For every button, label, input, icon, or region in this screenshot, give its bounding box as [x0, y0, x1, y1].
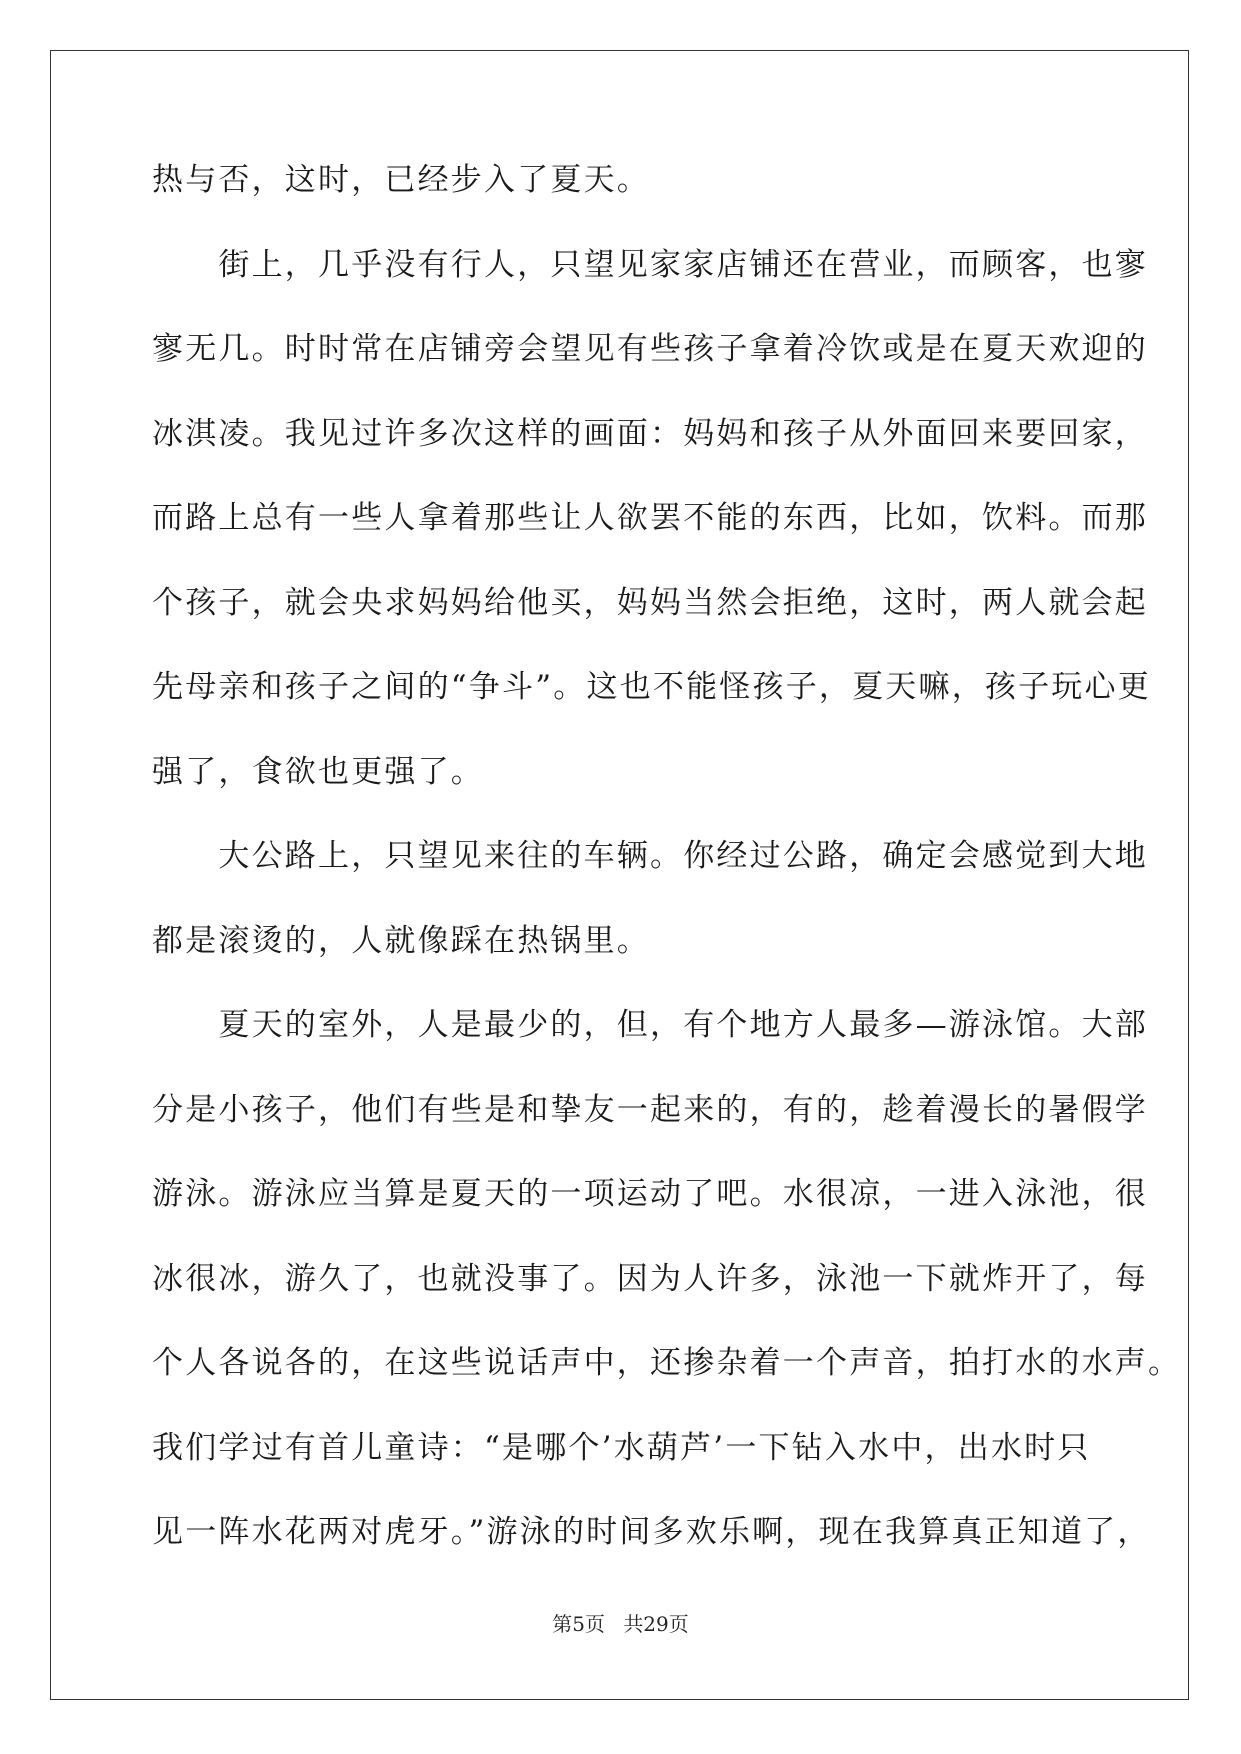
- text-line: 先母亲和孩子之间的“争斗”。这也不能怪孩子，夏天嘛，孩子玩心更: [152, 669, 1151, 705]
- text-line: 而路上总有一些人拿着那些让人欲罢不能的东西，比如，饮料。而那: [152, 500, 1148, 536]
- text-line: 寥无几。时时常在店铺旁会望见有些孩子拿着冷饮或是在夏天欢迎的: [152, 331, 1148, 367]
- text-line: 街上，几乎没有行人，只望见家家店铺还在营业，而顾客，也寥: [152, 246, 1148, 283]
- page-total: 共29页: [623, 1612, 689, 1636]
- text-line: 冰淇凌。我见过许多次这样的画面：妈妈和孩子从外面回来要回家，: [152, 415, 1148, 452]
- text-line: 见一阵水花两对虎牙。”游泳的时间多欢乐啊，现在我算真正知道了，: [152, 1514, 1151, 1550]
- text-line: 夏天的室外，人是最少的，但，有个地方人最多—游泳馆。大部: [152, 1007, 1148, 1043]
- text-line: 分是小孩子，他们有些是和挚友一起来的，有的，趁着漫长的暑假学: [152, 1091, 1148, 1128]
- text-line: 个孩子，就会央求妈妈给他买，妈妈当然会拒绝，这时，两人就会起: [152, 584, 1148, 621]
- page-number: 第5页: [552, 1612, 605, 1636]
- text-line: 冰很冰，游久了，也就没事了。因为人许多，泳池一下就炸开了，每: [152, 1260, 1148, 1297]
- text-line: 我们学过有首儿童诗：“是哪个’水葫芦’一下钻入水中，出水时只: [152, 1429, 1091, 1466]
- text-line: 大公路上，只望见来往的车辆。你经过公路，确定会感觉到大地: [152, 838, 1148, 874]
- document-body: [152, 162, 1182, 1599]
- text-line: 个人各说各的，在这些说话声中，还掺杂着一个声音，拍打水的水声。: [152, 1345, 1182, 1381]
- text-line: 游泳。游泳应当算是夏天的一项运动了吧。水很凉，一进入泳池，很: [152, 1176, 1148, 1212]
- text-line: 热与否，这时，已经步入了夏天。: [152, 162, 650, 198]
- page-footer: [0, 1608, 1241, 1637]
- text-line: 强了，食欲也更强了。: [152, 753, 484, 790]
- text-line: 都是滚烫的，人就像踩在热锅里。: [152, 922, 650, 959]
